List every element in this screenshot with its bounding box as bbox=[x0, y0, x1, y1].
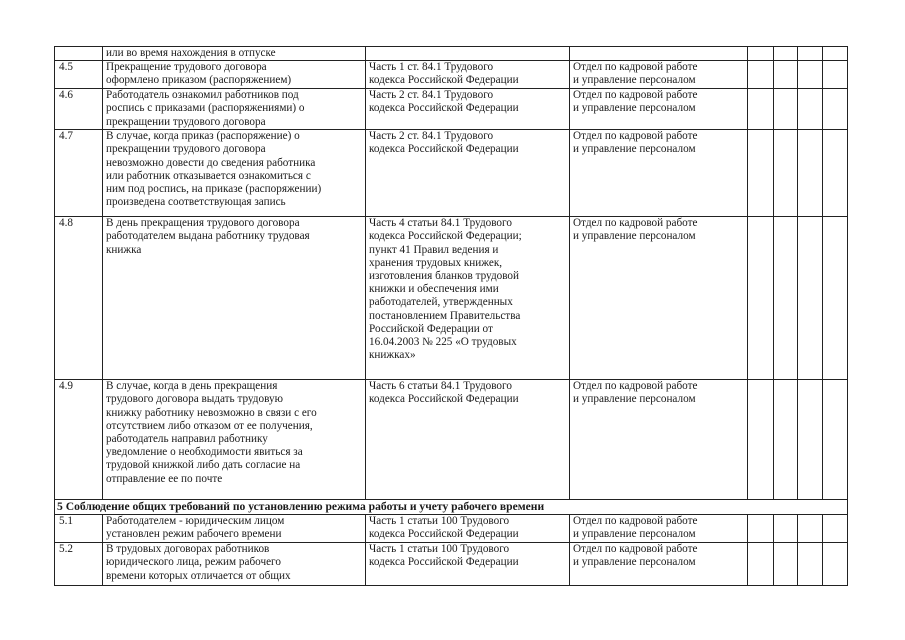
mark-cell bbox=[798, 130, 823, 217]
mark-cell bbox=[774, 130, 798, 217]
section-heading: 5 Соблюдение общих требований по установлению режима работы и учету рабочего времени bbox=[55, 500, 848, 515]
mark-cell bbox=[823, 89, 848, 130]
responsible-unit-text: Отдел по кадровой работе и управление персоналом bbox=[570, 89, 748, 130]
row-number: 4.6 bbox=[55, 89, 103, 130]
mark-cell bbox=[774, 47, 798, 61]
requirement-text: В день прекращения трудового договора работодателем выдана работнику трудовая книжка bbox=[103, 217, 366, 380]
legal-basis-text: Часть 2 ст. 84.1 Трудового кодекса Российской Федерации bbox=[366, 130, 570, 217]
mark-cell bbox=[748, 543, 774, 586]
mark-cell bbox=[748, 380, 774, 500]
mark-cell bbox=[823, 543, 848, 586]
mark-cell bbox=[774, 217, 798, 380]
mark-cell bbox=[823, 217, 848, 380]
row-number: 4.8 bbox=[55, 217, 103, 380]
mark-cell bbox=[748, 130, 774, 217]
requirement-text: В случае, когда приказ (распоряжение) о прекращении трудового договора невозможно довести до сведения работника или работник отказывается ознакомиться с ним под роспись, на приказе (распоряжении) произведена соответствующая запись bbox=[103, 130, 366, 217]
mark-cell bbox=[748, 515, 774, 543]
legal-basis-text: Часть 6 статьи 84.1 Трудового кодекса Российской Федерации bbox=[366, 380, 570, 500]
legal-basis-text: Часть 1 ст. 84.1 Трудового кодекса Российской Федерации bbox=[366, 61, 570, 89]
table-row bbox=[55, 380, 848, 500]
mark-cell bbox=[774, 61, 798, 89]
requirement-text: Работодателем - юридическим лицом установлен режим рабочего времени bbox=[103, 515, 366, 543]
mark-cell bbox=[748, 47, 774, 61]
mark-cell bbox=[748, 217, 774, 380]
responsible-unit-text: Отдел по кадровой работе и управление персоналом bbox=[570, 217, 748, 380]
mark-cell bbox=[823, 47, 848, 61]
requirement-text: Работодатель ознакомил работников под роспись с приказами (распоряжениями) о прекращении трудового договора bbox=[103, 89, 366, 130]
legal-basis-text: Часть 2 ст. 84.1 Трудового кодекса Российской Федерации bbox=[366, 89, 570, 130]
mark-cell bbox=[823, 515, 848, 543]
mark-cell bbox=[823, 380, 848, 500]
mark-cell bbox=[798, 47, 823, 61]
row-number: 5.1 bbox=[55, 515, 103, 543]
row-number bbox=[55, 47, 103, 61]
row-number: 5.2 bbox=[55, 543, 103, 586]
mark-cell bbox=[798, 380, 823, 500]
mark-cell bbox=[798, 515, 823, 543]
responsible-unit-text: Отдел по кадровой работе и управление персоналом bbox=[570, 543, 748, 586]
legal-basis-text bbox=[366, 47, 570, 61]
table-row bbox=[55, 89, 848, 130]
responsible-unit-text: Отдел по кадровой работе и управление персоналом bbox=[570, 130, 748, 217]
legal-basis-text: Часть 4 статьи 84.1 Трудового кодекса Российской Федерации; пункт 41 Правил ведения и хранения трудовых книжек, изготовления бланков трудовой книжки и обеспечения ими работодателей, утвержденных постановлением Правительства Российской Федерации от 16.04.2003 № 225 «О трудовых книжках» bbox=[366, 217, 570, 380]
responsible-unit-text: Отдел по кадровой работе и управление персоналом bbox=[570, 380, 748, 500]
responsible-unit-text: Отдел по кадровой работе и управление персоналом bbox=[570, 61, 748, 89]
mark-cell bbox=[798, 61, 823, 89]
table-row bbox=[55, 543, 848, 586]
mark-cell bbox=[823, 61, 848, 89]
table-row bbox=[55, 217, 848, 380]
table-row bbox=[55, 47, 848, 61]
mark-cell bbox=[774, 515, 798, 543]
table-row bbox=[55, 515, 848, 543]
requirement-text: В случае, когда в день прекращения трудового договора выдать трудовую книжку работнику невозможно в связи с его отсутствием либо отказом от ее получения, работодатель направил работнику уведомление о необходимости явиться за трудовой книжкой либо дать согласие на отправление ее по почте bbox=[103, 380, 366, 500]
row-number: 4.7 bbox=[55, 130, 103, 217]
row-number: 4.9 bbox=[55, 380, 103, 500]
table-row bbox=[55, 130, 848, 217]
mark-cell bbox=[748, 61, 774, 89]
legal-basis-text: Часть 1 статьи 100 Трудового кодекса Российской Федерации bbox=[366, 515, 570, 543]
section-row bbox=[55, 500, 848, 515]
mark-cell bbox=[774, 380, 798, 500]
mark-cell bbox=[774, 543, 798, 586]
requirement-text: Прекращение трудового договора оформлено приказом (распоряжением) bbox=[103, 61, 366, 89]
mark-cell bbox=[798, 217, 823, 380]
responsible-unit-text bbox=[570, 47, 748, 61]
mark-cell bbox=[748, 89, 774, 130]
responsible-unit-text: Отдел по кадровой работе и управление персоналом bbox=[570, 515, 748, 543]
mark-cell bbox=[774, 89, 798, 130]
legal-basis-text: Часть 1 статьи 100 Трудового кодекса Российской Федерации bbox=[366, 543, 570, 586]
inspection-checklist-table bbox=[54, 46, 848, 586]
requirement-text: В трудовых договорах работников юридического лица, режим рабочего времени которых отличается от общих bbox=[103, 543, 366, 586]
requirement-text: или во время нахождения в отпуске bbox=[103, 47, 366, 61]
table-row bbox=[55, 61, 848, 89]
row-number: 4.5 bbox=[55, 61, 103, 89]
mark-cell bbox=[823, 130, 848, 217]
mark-cell bbox=[798, 89, 823, 130]
mark-cell bbox=[798, 543, 823, 586]
